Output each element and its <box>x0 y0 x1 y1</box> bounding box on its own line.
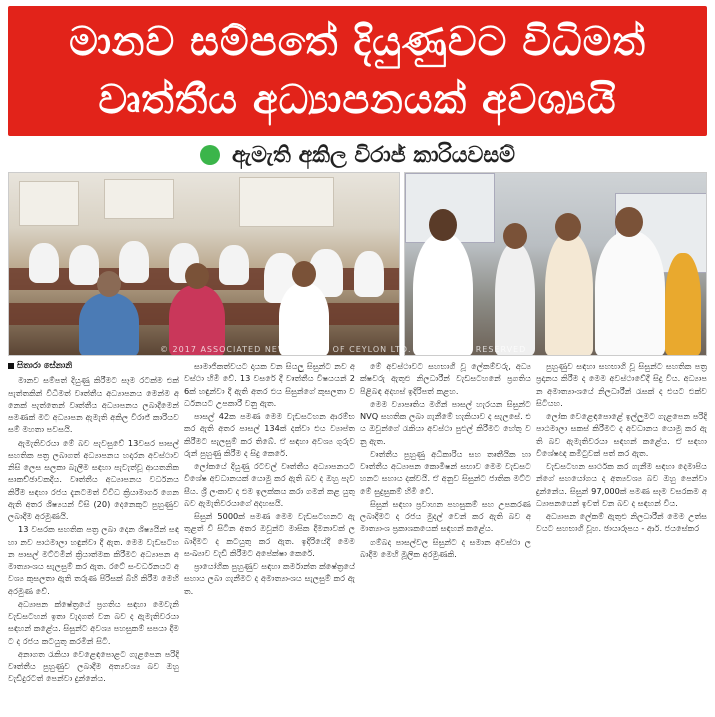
paragraph: සාමාජිකත්වයට දායක වන සියලු සිසුන්ට නව අවස්ථා හිමි වේ. 13 වසරේ දී වෘත්තීය විෂයයන් 26ක් හඳුන්වා දී ඇති අතර එය සිසුන්ගේ කුසලතා වර්ධනයට උපකාරී වනු ඇත. <box>184 361 355 408</box>
paragraph: ඇමැතිවරයා මේ බව පැවසුවේ 13වසර පාසල් සහතික පත්‍ර ලබාගත් අධ්‍යාපනය හදාරන අවස්ථාව නිසි ලෙස සලකා බැලීම සඳහා පැවැත්වූ ආයතනික සාකච්ඡාවකදීය. වෘත්තීය අධ්‍යාපනය වර්ධනය කිරීම සඳහා රජය දැනටමත් විවිධ ක්‍රියාමාර්ග ගෙන ඇති අතර ශිෂ්‍යයන් විසි (20) දෙනෙකුට පුහුණුව ලබාදීම අරමුණයි. <box>8 437 179 521</box>
headline-banner <box>8 6 707 136</box>
paragraph: අධ්‍යාපන ලේකම් ඇතුළු නිලධාරීන් මෙම උත්සවයට සහභාගි වූහ. ඡායාරූපය - ආර්. ජයසේකර <box>536 511 707 534</box>
paragraph: ගම්බද පාසල්වල සිසුන්ට ද සමාන අවස්ථා ලබාදීම මෙහි මූලික අරමුණකි. <box>360 536 531 559</box>
headline-line-2: වෘත්තීය අධ්‍යාපනයක් අවශ්‍යයි <box>98 77 617 123</box>
paragraph: සිසුන් 5000ක් පමණ මෙම වැඩසටහනට ඇතුළත් වී සිටින අතර ඔවුන්ට මාසික දීමනාවක් ලබාදීමට ද කටයුතු කර ඇත. ඉදිරියේදී මෙම සංඛ්‍යාව වැඩි කිරීමට අපේක්ෂා කෙරේ. <box>184 511 355 558</box>
paragraph: ලෝකයේ දියුණු රටවල් වෘත්තීය අධ්‍යාපනයට විශේෂ අවධානයක් යොමු කර ඇති බව ද ඔහු පැවසීය. ශ්‍රී ලංකාව ද එම ඉලක්කය කරා ගමන් කළ යුතු බව ඇමැතිවරයාගේ අදහසයි. <box>184 461 355 508</box>
paragraph: අනාගත රැකියා වෙළෙඳපොළට ගැළපෙන පරිදි වෘත්තීය පුහුණුව ලබාදීම අත්‍යවශ්‍ය බව ඔහු වැඩිදුරටත් පෙන්වා දුන්නේය. <box>8 648 179 684</box>
bullet-dot-icon <box>200 145 220 165</box>
paragraph: 13 වසරක සහතික පත්‍ර ලබා දෙන ශිෂ්‍යයින් සඳහා නව පාඨමාලා හඳුන්වා දී ඇත. මෙම වැඩසටහන පාසල් මට්ටමින් ක්‍රියාත්මක කිරීමට අධ්‍යාපන අමාත්‍යාංශය සැලසුම් කර ඇත. රටේ සංවර්ධනයට අවශ්‍ය කුසලතා ඇති තරුණ පිරිසක් බිහි කිරීම මෙහි අරමුණ වේ. <box>8 524 179 596</box>
byline <box>8 360 179 372</box>
award-ceremony-photo <box>404 172 707 356</box>
photo-watermark: © 2017 ASSOCIATED NEWSPAPERS OF CEYLON LTD. ALL RIGHTS RESERVED <box>160 345 527 354</box>
paragraph: මානව සම්පත් දියුණු කිරීමට සෑම රටක්ම එක් පැත්තකින් විධිමත් වෘත්තීය අධ්‍යාපනය මෙන්ම අනෙක් පැත්තෙන් වෘත්තීය අධ්‍යාපනය ලබාදීමෙන් පමණක් මට අධ්‍යාපන ඇමැති අකිල විරාජ් කාරියවසම් මහතා පවසයි. <box>8 375 179 435</box>
paragraph: වැඩසටහන සාර්ථක කර ගැනීම සඳහා දෙමාපියන්ගේ සහයෝගය ද අත්‍යවශ්‍ය බව ඔහු පෙන්වා දුන්නේය. සිසුන් 97,000ක් පමණ සෑම වසරකම අධ්‍යාපනයෙන් ඉවත් වන බව ද සඳහන් විය. <box>536 461 707 508</box>
subheadline <box>0 140 715 170</box>
article-column-1 <box>8 360 179 710</box>
article-column-2 <box>184 360 355 710</box>
article-column-3 <box>360 360 531 710</box>
article-column-4 <box>536 360 707 710</box>
headline-line-1: මානව සම්පතේ දියුණුවට විධිමත් <box>69 19 646 65</box>
article-body <box>8 360 707 710</box>
byline-text: සිතාරා සේනානි <box>17 361 73 371</box>
paragraph: ලෝක වෙළෙඳපොළේ ඉල්ලුමට ගැළපෙන පරිදි පාඨමාලා සකස් කිරීමට ද අවධානය යොමු කර ඇති බව ඇමැතිවරයා සඳහන් කළේය. ඒ සඳහා විශේෂඥ කමිටුවක් පත් කර ඇත. <box>536 411 707 458</box>
paragraph: පුහුණුව සඳහා සහභාගි වූ සිසුන්ට සහතික පත්‍ර ප්‍රදානය කිරීම ද මෙම අවස්ථාවේදී සිදු විය. අධ්‍යාපන අමාත්‍යාංශයේ නිලධාරීන් රැසක් ද එයට එක්ව සිටියහ. <box>536 361 707 408</box>
paragraph: මේ අවස්ථාවට සහභාගි වූ ලේකම්වරු, අධ්‍යක්ෂවරු ඇතුළු නිලධාරීන් වැඩසටහනේ ප්‍රගතිය පිළිබඳ අදහස් ඉදිරිපත් කළහ. <box>360 361 531 396</box>
paragraph: සිසුන් සඳහා ප්‍රවාහන පහසුකම් සහ උපකරණ ලබාදීමට ද රජය මුදල් වෙන් කර ඇති බව අමාත්‍යාංශ ප්‍රකාශකයෙක් සඳහන් කළේය. <box>360 498 531 534</box>
subheadline-text: ඇමැති අකිල විරාජ් කාරියවසම් <box>232 142 515 168</box>
byline-marker-icon <box>8 363 14 369</box>
paragraph: වෘත්තීය පුහුණු අධිකාරිය සහ තෘතීයික හා වෘත්තීය අධ්‍යාපන කොමිෂන් සභාව මෙම වැඩසටහනට සහාය දක්වයි. ඒ අනුව සිසුන්ට ජාතික මට්ටමේ සුදුසුකම් හිමි වේ. <box>360 448 531 496</box>
paragraph: පාසල් 42ක පමණ මෙම වැඩසටහන ආරම්භ කර ඇති අතර පාසල් 134ක් දක්වා එය ව්‍යාප්ත කිරීමට සැලසුම් කර තිබේ. ඒ සඳහා අවශ්‍ය ගුරුවරුන් පුහුණු කිරීම ද සිදු කෙරේ. <box>184 411 355 458</box>
paragraph: මෙම ව්‍යාපෘතිය මගින් පාසල් හැරයන සිසුන්ට NVQ සහතික ලබා ගැනීමේ හැකියාව ද සැලසේ. එය ඔවුන්ගේ රැකියා අවස්ථා පුළුල් කිරීමට හේතු වනු ඇත. <box>360 398 531 446</box>
paragraph: ප්‍රායෝගික පුහුණුව සඳහා කර්මාන්ත ක්ෂේත්‍රයේ සහාය ලබා ගැනීමට ද අමාත්‍යාංශය සැලසුම් කර ඇත. <box>184 561 355 596</box>
paragraph: අධ්‍යාපන ක්ෂේත්‍රයේ ප්‍රගතිය සඳහා මෙවැනි වැඩසටහන් ඉතා වැදගත් වන බව ද ඇමැතිවරයා සඳහන් කළේය. සිසුන්ට අවශ්‍ය පහසුකම් සපයා දීමට ද රජය කටයුතු කරමින් සිටී. <box>8 598 179 646</box>
classroom-photo <box>8 172 400 356</box>
